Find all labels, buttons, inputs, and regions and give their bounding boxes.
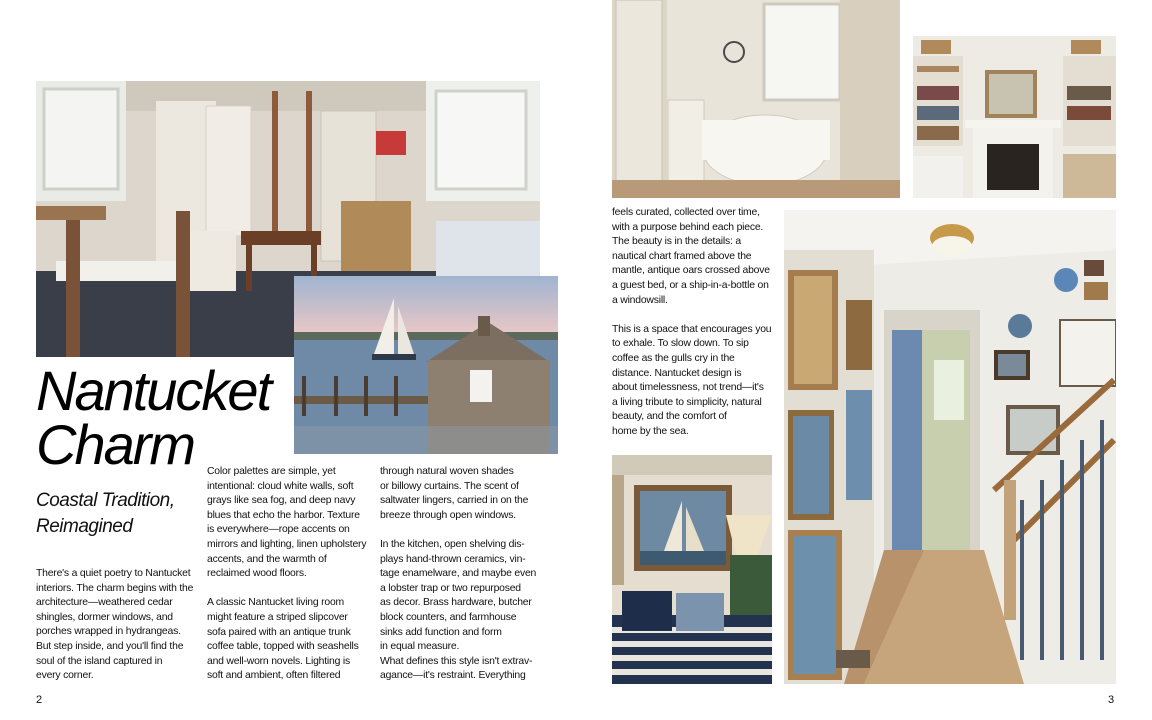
bathroom-photo [612,0,900,198]
intro-paragraph: There's a quiet poetry to Nantucket interiors. The charm begins with the architecture—weathered cedar shingles, dormer windows, and porches wrapped in hydrangeas. But step inside, and you'll find the soul of the island captured in every corner. [36,568,194,682]
column2-paragraph-2: A classic Nantucket living room might feature a striped slipcover sofa paired with an antique trunk coffee table, topped with seashells and well-worn novels. Lighting is soft and ambient, often filtered [207,597,359,682]
page-number-right: 3 [1108,694,1115,706]
text-column-3 [380,465,550,684]
column3-paragraph-2: In the kitchen, open shelving dis- plays hand-thrown ceramics, vin- tage enamelware, and maybe even a lobster trap or two repurposed as decor. Brass hardware, butcher block counters, and farmhouse sinks add function and form in equal measure. What defines this style isn't extrav- agance—it's restraint. Everything [380,538,537,682]
column4-paragraph-1: feels curated, collected over time, with a purpose behind each piece. The beauty is in the details: a nautical chart framed above the mantle, antique oars crossed above a guest bed, or a ship-in-a-bottle on a windowsill. [612,207,770,306]
article-title: Nantucket Charm [36,359,271,476]
harbor-sailboat-photo [294,276,558,454]
intro-column [36,567,200,684]
hallway-staircase-photo [784,210,1116,684]
sofa-painting-photo [612,455,772,684]
page-number-left: 2 [36,694,43,706]
text-column-4 [612,206,784,440]
column4-paragraph-2: This is a space that encourages you to exhale. To slow down. To sip coffee as the gulls cry in the distance. Nantucket design is about timelessness, not trend—it's a living tribute to simplicity, natural beauty, and the comfort of home by the sea. [612,323,772,437]
column2-paragraph-1: Color palettes are simple, yet intentional: cloud white walls, soft grays like sea fog, and deep navy blues that echo the harbor. Texture is everywhere—rope accents on mirrors and lighting, linen upholstery accents, and the warmth of reclaimed wood floors. [207,466,367,580]
fireplace-photo [913,36,1116,198]
article-subtitle: Coastal Tradition, Reimagined [36,490,175,537]
column3-paragraph-1: through natural woven shades or billowy curtains. The scent of saltwater lingers, carried in on the breeze through open windows. [380,466,529,521]
text-column-2 [207,465,377,684]
